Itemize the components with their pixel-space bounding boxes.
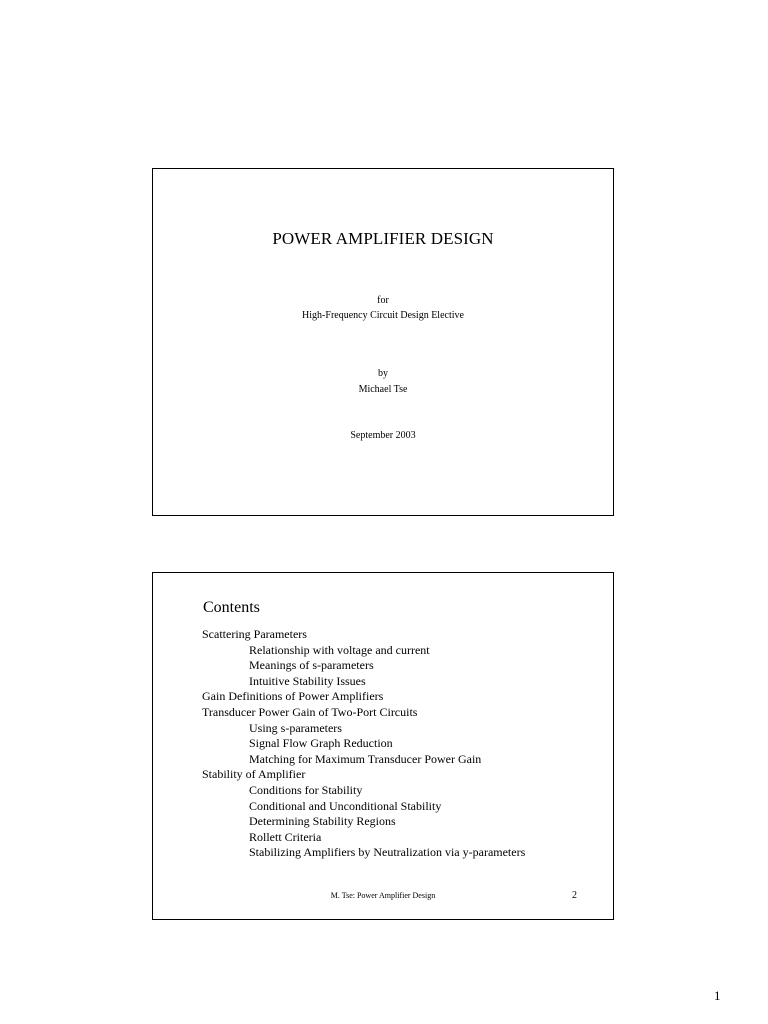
contents-list [202,627,525,861]
slide-number: 2 [572,890,577,901]
by-label: by [378,368,388,379]
title-slide [152,168,614,516]
slide-title: POWER AMPLIFIER DESIGN [272,229,494,248]
course-name: High-Frequency Circuit Design Elective [302,310,464,321]
contents-subitem: Using s-parameters [249,720,342,735]
date: September 2003 [350,430,416,441]
slide-footer: M. Tse: Power Amplifier Design [330,891,436,900]
contents-subitem: Determining Stability Regions [249,814,396,829]
contents-slide [152,572,614,920]
contents-subitem: Matching for Maximum Transducer Power Gain [249,751,482,766]
contents-subitem: Conditional and Unconditional Stability [249,798,442,813]
for-label: for [377,295,389,306]
contents-subitem: Conditions for Stability [249,782,363,797]
contents-subitem: Meanings of s-parameters [249,658,374,673]
contents-item: Scattering Parameters [202,627,307,641]
contents-item: Transducer Power Gain of Two-Port Circuits [202,704,418,719]
contents-heading: Contents [203,599,260,616]
contents-subitem: Stabilizing Amplifiers by Neutralization via y-parameters [249,845,526,860]
contents-subitem: Intuitive Stability Issues [249,673,366,688]
contents-subitem: Rollett Criteria [249,829,322,844]
author-name: Michael Tse [358,384,408,395]
contents-item: Gain Definitions of Power Amplifiers [202,689,384,704]
contents-subitem: Signal Flow Graph Reduction [249,736,393,751]
contents-subitem: Relationship with voltage and current [249,642,430,657]
contents-item: Stability of Amplifier [202,767,306,782]
page-number: 1 [714,988,721,1003]
